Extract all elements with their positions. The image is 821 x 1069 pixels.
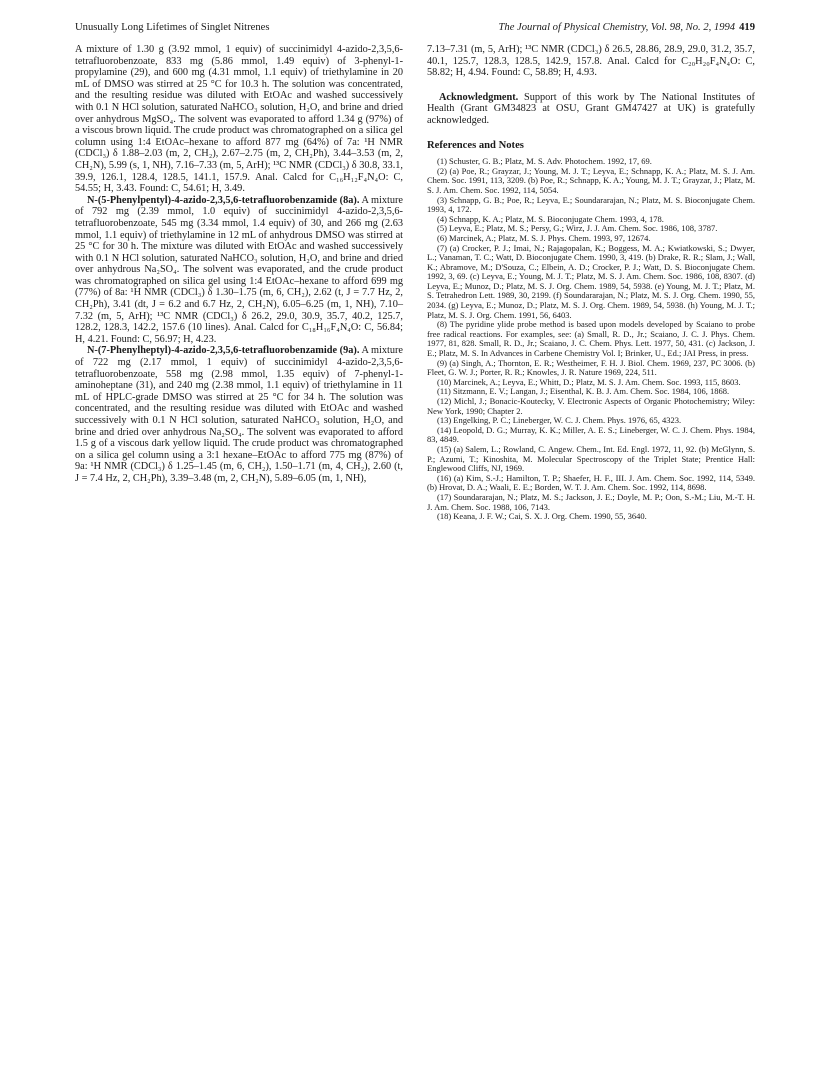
reference-item: (18) Keana, J. F. W.; Cai, S. X. J. Org. Chem. 1990, 55, 3640.: [437, 511, 647, 522]
reference-item: (10) Marcinek, A.; Leyva, E.; Whitt, D.; Platz, M. S. J. Am. Chem. Soc. 1993, 115, 8603.: [437, 376, 741, 387]
reference-item: (4) Schnapp, K. A.; Platz, M. S. Bioconjugate Chem. 1993, 4, 178.: [437, 213, 664, 224]
body-paragraph: 7.13–7.31 (m, 5, ArH); ¹³C NMR (CDCl₃) δ 26.5, 28.86, 28.9, 29.0, 31.2, 35.7, 40.1, 125.7, 128.3, 128.5, 142.9, 157.8. Anal. Calcd for C₂₀H₂₀F₄N₄O: C, 58.82; H, 4.94. Found: C, 58.89; H, 4.93.: [427, 44, 755, 79]
reference-item: (6) Marcinek, A.; Platz, M. S. J. Phys. Chem. 1993, 97, 12674.: [437, 232, 651, 243]
left-column: [75, 44, 403, 485]
compound-heading: N-(5-Phenylpentyl)-4-azido-2,3,5,6-tetrafluorobenzamide (8a).: [87, 194, 360, 206]
reference-item: (3) Schnapp, G. B.; Poe, R.; Leyva, E.; Soundararajan, N.; Platz, M. S. Bioconjugate Chem. 1993, 4, 172.: [427, 194, 755, 215]
body-paragraph: [75, 195, 403, 346]
acknowledgment: [427, 92, 755, 127]
journal-name: The Journal of Physical Chemistry, Vol. 98, No. 2, 1994: [498, 22, 736, 33]
reference-item: (1) Schuster, G. B.; Platz, M. S. Adv. Photochem. 1992, 17, 69.: [437, 156, 652, 167]
paragraph-text: A mixture of 722 mg (2.17 mmol, 1 equiv) of succinimidyl 4-azido-2,3,5,6-tetrafluorobenzoate, 558 mg (2.98 mmol, 1.35 equiv) of 7-phenyl-1-aminoheptane (31), and 240 mg (2.38 mmol, 1.1 equiv) of triethylamine in 11 mL of HPLC-grade DMSO was stirred at 25 °C for 34 h. The solution was concentrated, and the resulting residue was diluted with EtOAc and washed successively with 0.1 N HCl solution, saturated NaHCO₃ solution, H₂O, and brine and dried over anhydrous Na₂SO₄. The solvent was evaporated to afford 1.5 g of a viscous dark yellow liquid. The crude product was chromatographed on a silica gel column using a 3:1 hexane–EtOAc to afford 775 mg (87%) of 9a: ¹H NMR (CDCl₃) δ 1.25–1.45 (m, 6, CH₂), 1.50–1.71 (m, 4, CH₂), 2.60 (t, J = 7.4 Hz, 2, CH₂Ph), 3.39–3.48 (m, 2, CH₂N), 5.89–6.05 (m, 1, NH),: [75, 345, 403, 484]
reference-item: (15) (a) Salem, L.; Rowland, C. Angew. Chem., Int. Ed. Engl. 1972, 11, 92. (b) McGlynn, S. P.; Azumi, T.; Kinoshita, M. Molecular Spectroscopy of the Triplet State; Prentice Hall: Englewood Cliffs, NJ, 1969.: [427, 443, 755, 474]
page-number: 419: [739, 22, 755, 33]
reference-item: (8) The pyridine ylide probe method is based upon models developed by Scaiano to probe free radical reactions. For examples, see: (a) Small, R. D., Jr.; Scaiano, J. C. J. Phys. Chem. 1977, 81, 828. Small, R. D., Jr.; Scaiano, J. C. Chem. Phys. Lett. 1977, 50, 431. (c) Jackson, J. E.; Platz, M. S. In Advances in Carbene Chemistry Vol. I; Brinker, U., Ed.; JAI Press, in press.: [427, 319, 755, 359]
reference-item: (11) Sitzmann, E. V.; Langan, J.; Eisenthal, K. B. J. Am. Chem. Soc. 1984, 106, 1868.: [437, 386, 730, 397]
reference-item: (2) (a) Poe, R.; Grayzar, J.; Young, M. J. T.; Leyva, E.; Schnapp, K. A.; Platz, M. S. J. Am. Chem. Soc. 1991, 113, 3209. (b) Poe, R.; Schnapp, K. A.; Young, M. J. T.; Grayzar, J.; Platz, M. S. J. Am. Chem. Soc. 1992, 114, 5054.: [427, 165, 755, 195]
right-column: [427, 44, 755, 522]
spacer: [427, 79, 755, 92]
reference-item: (9) (a) Singh, A.; Thornton, E. R.; Westheimer, F. H. J. Biol. Chem. 1969, 237, PC 3006. (b) Fleet, G. W. J.; Porter, R. R.; Knowles, J. R. Nature 1969, 224, 511.: [427, 357, 755, 378]
acknowledgment-heading: Acknowledgment.: [439, 91, 519, 103]
running-head: [75, 22, 755, 36]
reference-item: (14) Leopold, D. G.; Murray, K. K.; Miller, A. E. S.; Lineberger, W. C. J. Chem. Phys. 1984, 83, 4849.: [427, 424, 755, 445]
paragraph-text: A mixture of 792 mg (2.39 mmol, 1.0 equiv) of succinimidyl 4-azido-2,3,5,6-tetrafluorobenzoate, 545 mg (3.34 mmol, 1.4 equiv) of 30, and 266 mg (2.63 mmol, 1.1 equiv) of triethylamine in 12 mL of anhydrous DMSO was stirred at 25 °C for 30 h. The mixture was diluted with EtOAc and washed successively with 0.1 N HCl solution, saturated NaHCO₃ solution, H₂O, and brine and dried over anhydrous Na₂SO₄. The solvent was evaporated, and the crude product was chromatographed on silica gel using 1:4 EtOAc–hexane to afford 699 mg (77%) of 8a: ¹H NMR (CDCl₃) δ 1.30–1.75 (m, 6, CH₂), 2.62 (t, J = 7.7 Hz, 2, CH₂Ph), 3.41 (dt, J = 6.2 and 6.7 Hz, 2, CH₂N), 6.05–6.25 (m, 1, NH), 7.10–7.32 (m, 5, ArH); ¹³C NMR (CDCl₃) δ 26.2, 29.0, 30.9, 35.7, 40.2, 125.7, 128.2, 128.3, 142.2, 157.6 (10 lines). Anal. Calcd for C₁₈H₁₆F₄N₄O: C, 56.84; H, 4.21. Found: C, 56.97; H, 4.23.: [75, 194, 403, 345]
body-paragraph: A mixture of 1.30 g (3.92 mmol, 1 equiv) of succinimidyl 4-azido-2,3,5,6-tetrafluorobenzoate, 833 mg (5.86 mmol, 1.49 equiv) of 3-phenyl-1-propylamine (29), and 600 mg (4.31 mmol, 1.1 equiv) of triethylamine in 20 mL of DMSO was stirred at 25 °C for 10.3 h. The solution was concentrated, and the resulting residue was diluted with EtOAc and washed successively with 0.1 N HCl solution, saturated NaHCO₃ solution, H₂O, and brine and dried over anhydrous MgSO₄. The solvent was evaporated to afford 1.34 g (97%) of a viscous brown liquid. The crude product was chromatographed on a silica gel column using 1:4 EtOAc–hexane to afford 877 mg (64%) of 7a: ¹H NMR (CDCl₃) δ 1.88–2.03 (m, 2, CH₂), 2.67–2.75 (m, 2, CH₂Ph), 3.44–3.53 (m, 2, CH₂N), 5.99 (s, 1, NH), 7.16–7.33 (m, 5, ArH); ¹³C NMR (CDCl₃) δ 30.8, 33.1, 39.9, 126.1, 128.4, 128.5, 141.1, 157.9. Anal. Calcd for C₁₆H₁₂F₄N₄O: C, 54.55; H, 3.43. Found: C, 54.61; H, 3.49.: [75, 44, 403, 195]
running-title: Unusually Long Lifetimes of Singlet Nitrenes: [75, 22, 270, 33]
reference-list: [427, 157, 755, 522]
reference-item: (17) Soundararajan, N.; Platz, M. S.; Jackson, J. E.; Doyle, M. P.; Oon, S.-M.; Liu, M.-T. H. J. Am. Chem. Soc. 1988, 106, 7143.: [427, 491, 755, 512]
body-paragraph: [75, 345, 403, 484]
journal-citation: [499, 22, 755, 33]
reference-item: (7) (a) Crocker, P. J.; Imai, N.; Rajagopalan, K.; Boggess, M. A.; Kwiatkowski, S.; Dwyer, L.; Vanaman, T. C.; Watt, D. Bioconjugate Chem. 1990, 3, 419. (b) Drake, R. R.; Slam, J.; Wall, K.; Abramove, M.; D'Souza, C.; Elbein, A. D.; Crocker, P. J.; Watt, D. S. Bioconjugate Chem. 1992, 3, 69. (c) Leyva, E.; Young, M. J. T.; Platz, M. S. J. Am. Chem. Soc. 1986, 108, 8307. (d) Leyva, E.; Munoz, D.; Platz, M. S. J. Org. Chem. 1989, 54, 5938. (e) Young, M. J. T.; Platz, M. S. Tetrahedron Lett. 1989, 30, 2199. (f) Soundararajan, N.; Platz, M. S. J. Org. Chem. 1990, 55, 2034. (g) Leyva, E.; Munoz, D.; Platz, M. S. J. Org. Chem. 1989, 54, 5938. (h) Young, M. J. T.; Platz, M. S. J. Org. Chem. 1991, 56, 6403.: [427, 242, 755, 320]
reference-item: (13) Engelking, P. C.; Lineberger, W. C. J. Chem. Phys. 1976, 65, 4323.: [437, 415, 682, 426]
compound-heading: N-(7-Phenylheptyl)-4-azido-2,3,5,6-tetrafluorobenzamide (9a).: [87, 345, 360, 357]
reference-item: (16) (a) Kim, S.-J.; Hamilton, T. P.; Shaefer, H. F., III. J. Am. Chem. Soc. 1992, 114, 5349. (b) Hrovat, D. A.; Waali, E. E.; Borden, W. T. J. Am. Chem. Soc. 1992, 114, 8698.: [427, 472, 755, 493]
reference-item: (5) Leyva, E.; Platz, M. S.; Persy, G.; Wirz, J. J. Am. Chem. Soc. 1986, 108, 3787.: [437, 223, 718, 234]
reference-item: (12) Michl, J.; Bonacic-Koutecky, V. Electronic Aspects of Organic Photochemistry; Wiley: New York, 1990; Chapter 2.: [427, 396, 755, 416]
spacer: [427, 127, 755, 140]
references-heading: References and Notes: [427, 139, 524, 151]
acknowledgment-text: Support of this work by The National Institutes of Health (Grant GM34823 at OSU, Grant GM47427 at UK) is gratefully acknowledged.: [427, 91, 755, 126]
